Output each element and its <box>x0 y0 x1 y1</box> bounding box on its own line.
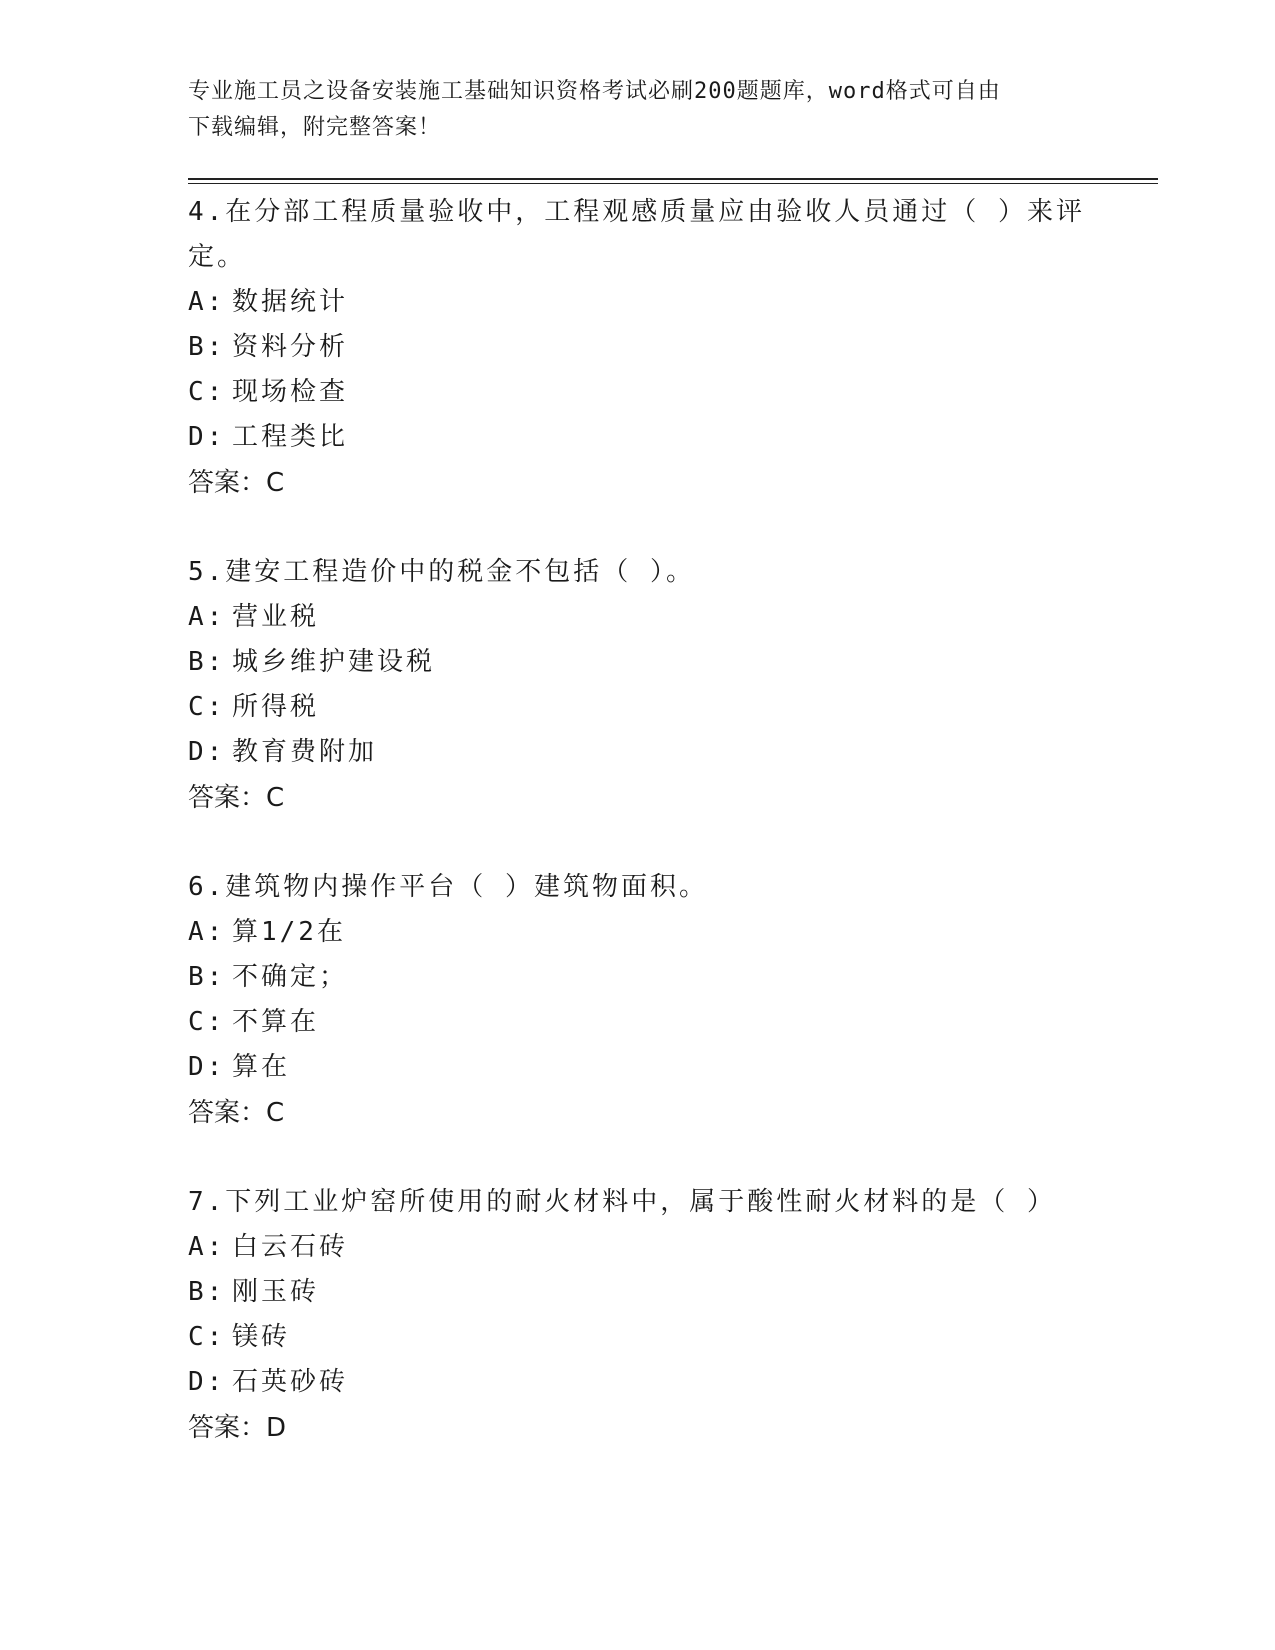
option-letter: B: <box>188 962 226 992</box>
option-d <box>188 1045 1088 1090</box>
option-c <box>188 1315 1088 1360</box>
question-stem <box>188 550 1088 595</box>
option-letter: A: <box>188 287 226 317</box>
option-letter: D: <box>188 1052 226 1082</box>
option-text: 不算在 <box>232 1007 320 1037</box>
option-letter: A: <box>188 917 226 947</box>
option-a <box>188 1225 1088 1270</box>
option-c <box>188 1000 1088 1045</box>
option-text: 教育费附加 <box>232 737 378 767</box>
header-divider-thick <box>188 178 1158 180</box>
option-letter: C: <box>188 1007 226 1037</box>
option-letter: C: <box>188 692 226 722</box>
question-stem-line-1: 7.下列工业炉窑所使用的耐火材料中，属于酸性耐火材料的是（ ） <box>188 1187 1056 1217</box>
option-text: 算在 <box>232 1052 291 1082</box>
option-b <box>188 640 1088 685</box>
question-stem <box>188 190 1088 280</box>
option-letter: B: <box>188 647 226 677</box>
question-7 <box>188 1180 1088 1451</box>
answer-line: 答案：D <box>188 1413 287 1443</box>
option-letter: A: <box>188 602 226 632</box>
option-text: 刚玉砖 <box>232 1277 320 1307</box>
option-letter: B: <box>188 332 226 362</box>
option-c <box>188 370 1088 415</box>
question-4 <box>188 190 1088 506</box>
option-letter: C: <box>188 377 226 407</box>
option-text: 白云石砖 <box>232 1232 349 1262</box>
option-a <box>188 280 1088 325</box>
option-text: 营业税 <box>232 602 320 632</box>
option-a <box>188 595 1088 640</box>
question-list <box>188 190 1088 1495</box>
option-text: 工程类比 <box>232 422 349 452</box>
question-stem-line-1: 6.建筑物内操作平台（ ）建筑物面积。 <box>188 872 708 902</box>
question-stem-line-2: 定。 <box>188 242 247 272</box>
option-text: 算1/2在 <box>232 917 346 947</box>
option-letter: D: <box>188 422 226 452</box>
header-divider-thin <box>188 183 1158 184</box>
question-stem-line-1: 5.建安工程造价中的税金不包括（ ）。 <box>188 557 695 587</box>
document-header <box>188 74 1078 146</box>
option-text: 现场检查 <box>232 377 349 407</box>
option-text: 所得税 <box>232 692 320 722</box>
question-stem-line-1: 4.在分部工程质量验收中，工程观感质量应由验收人员通过（ ）来评 <box>188 197 1085 227</box>
option-text: 资料分析 <box>232 332 349 362</box>
option-text: 镁砖 <box>232 1322 291 1352</box>
option-text: 数据统计 <box>232 287 349 317</box>
option-a <box>188 910 1088 955</box>
answer-line: 答案：C <box>188 1098 285 1128</box>
option-letter: A: <box>188 1232 226 1262</box>
option-text: 不确定； <box>232 962 349 992</box>
header-line-2: 下载编辑，附完整答案！ <box>188 115 442 140</box>
option-d <box>188 415 1088 460</box>
header-line-1: 专业施工员之设备安装施工基础知识资格考试必刷200题题库，word格式可自由 <box>188 79 1001 104</box>
question-stem <box>188 865 1088 910</box>
question-stem <box>188 1180 1088 1225</box>
option-text: 石英砂砖 <box>232 1367 349 1397</box>
question-6 <box>188 865 1088 1136</box>
option-d <box>188 1360 1088 1405</box>
option-b <box>188 325 1088 370</box>
option-c <box>188 685 1088 730</box>
option-b <box>188 1270 1088 1315</box>
option-letter: C: <box>188 1322 226 1352</box>
option-letter: B: <box>188 1277 226 1307</box>
option-letter: D: <box>188 1367 226 1397</box>
answer-line: 答案：C <box>188 783 285 813</box>
option-b <box>188 955 1088 1000</box>
option-d <box>188 730 1088 775</box>
option-letter: D: <box>188 737 226 767</box>
option-text: 城乡维护建设税 <box>232 647 436 677</box>
answer-line: 答案：C <box>188 468 285 498</box>
question-5 <box>188 550 1088 821</box>
